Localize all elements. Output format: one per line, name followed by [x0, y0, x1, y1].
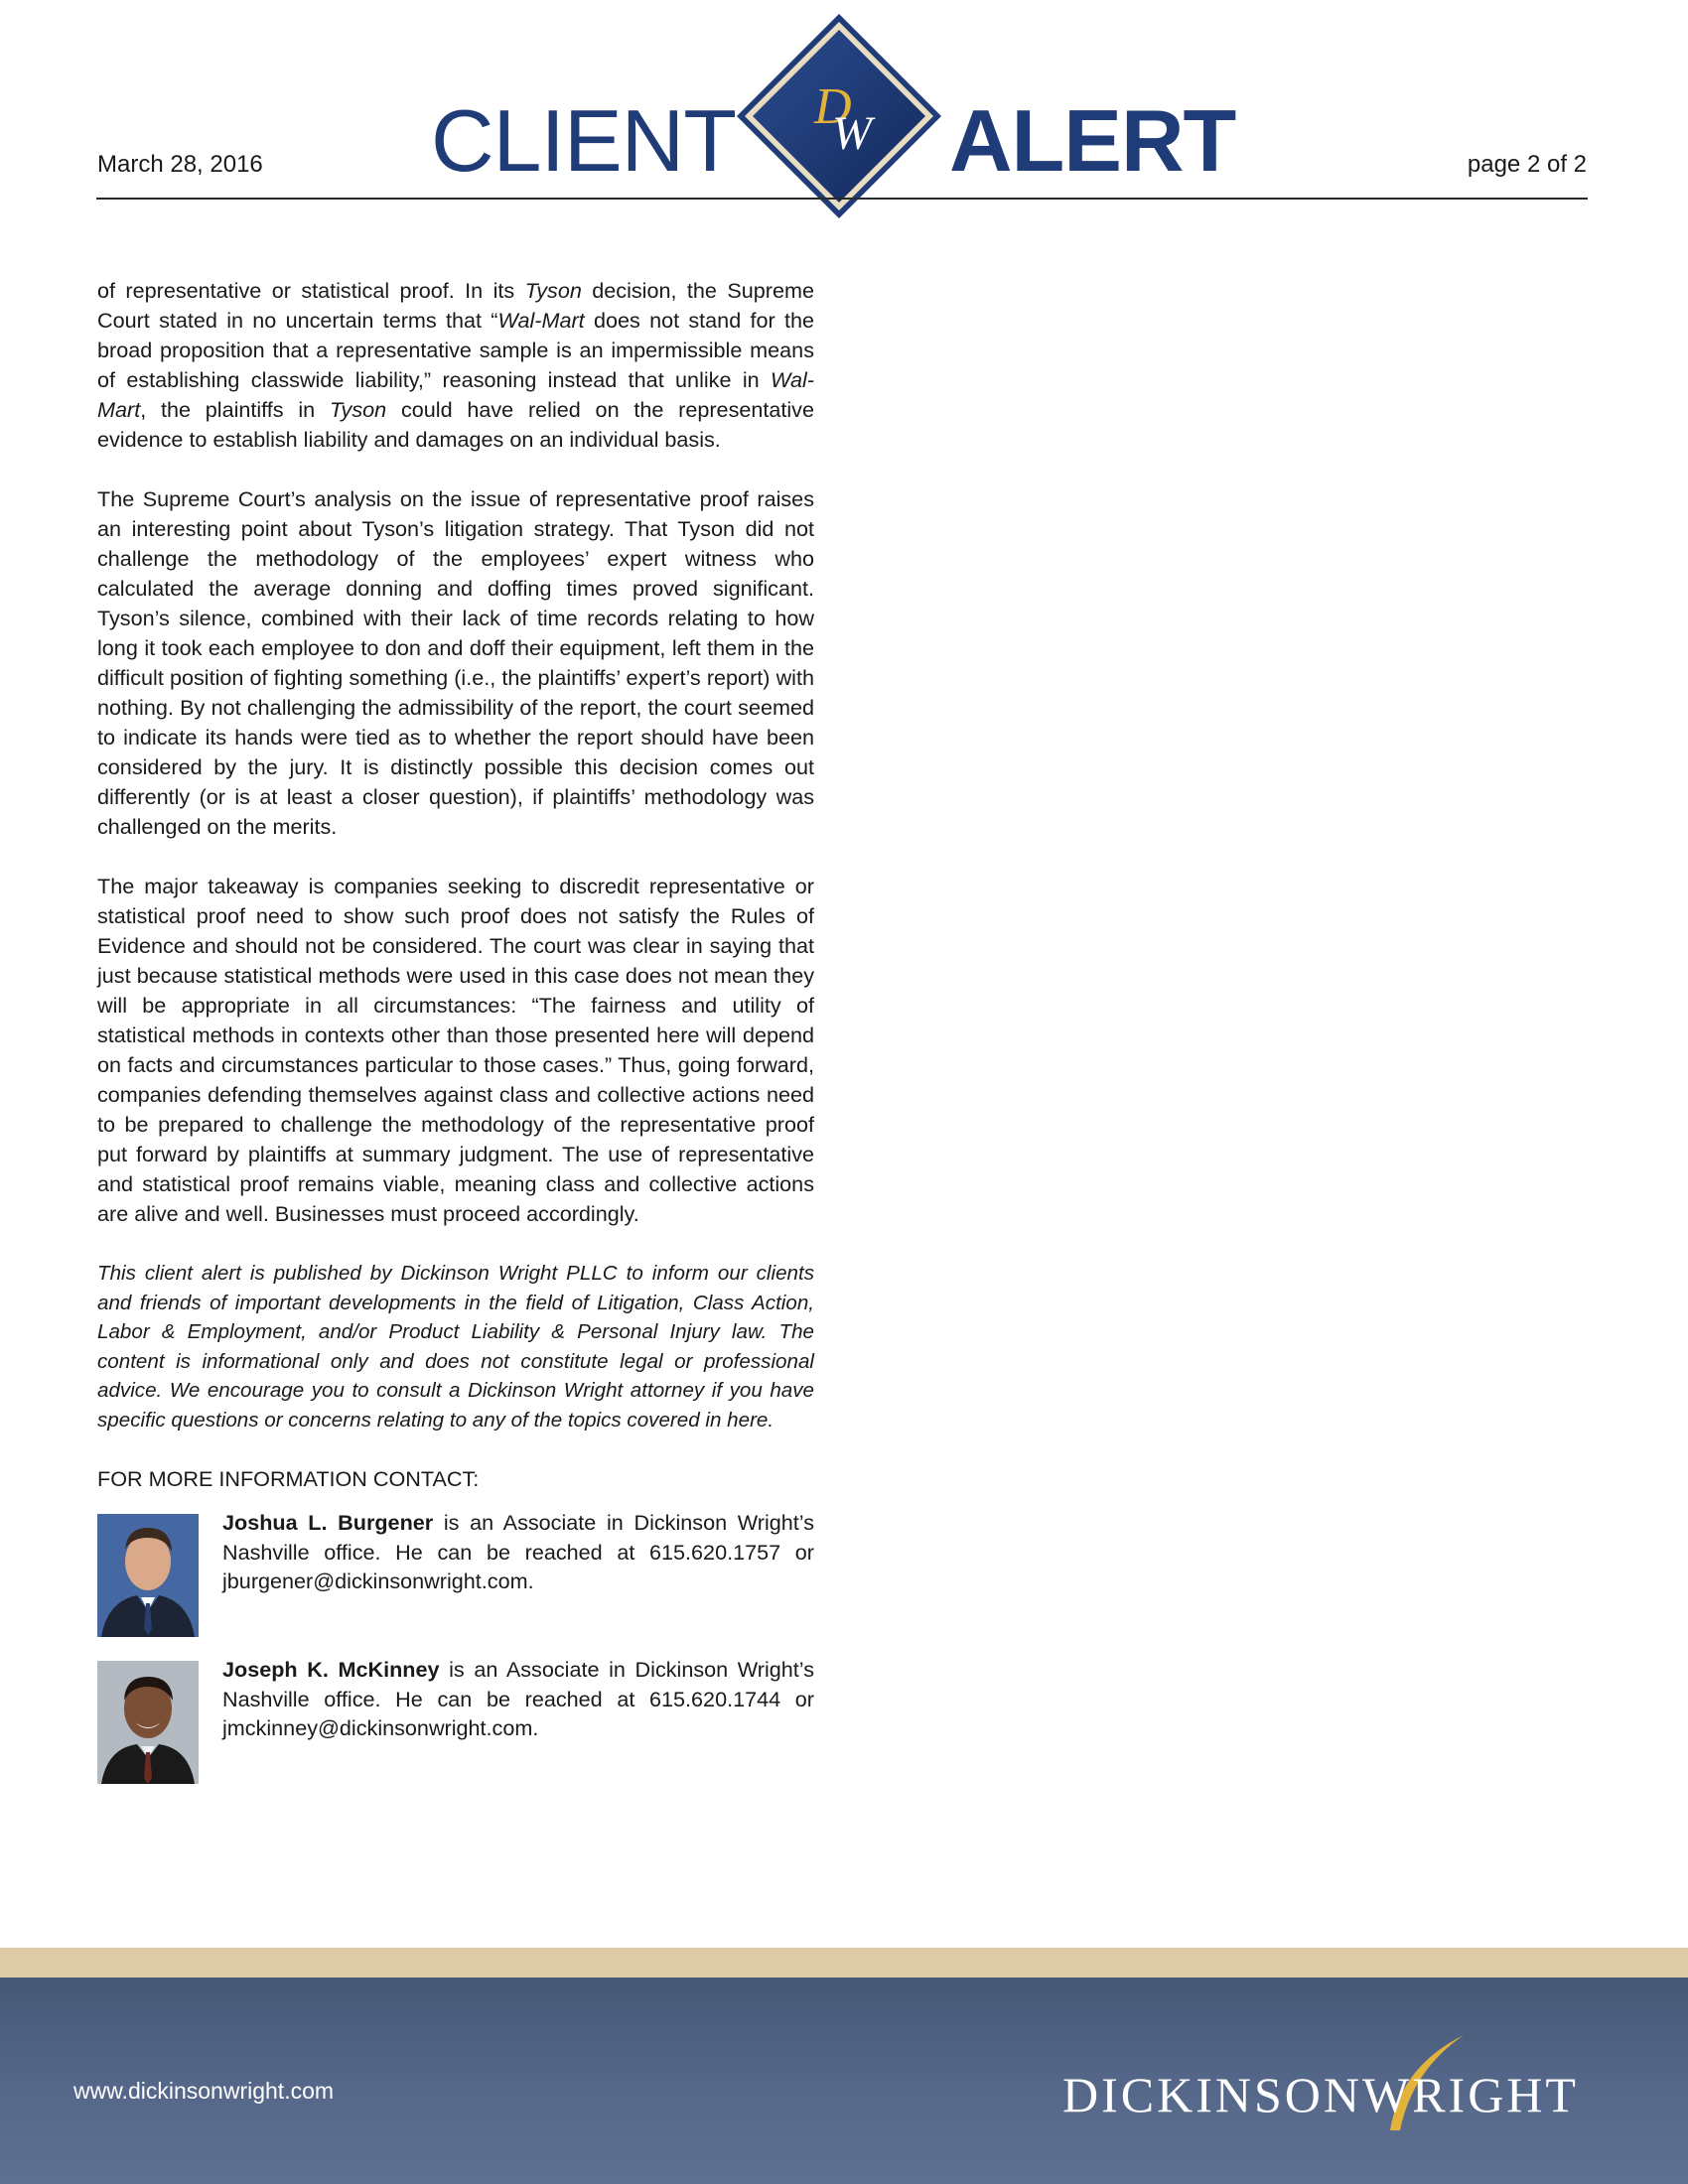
paragraph-litigation-strategy: The Supreme Court’s analysis on the issue of representative proof raises an interesting point about Tyson’s litigation strategy. That Tyson did not challenge the methodology of the employees’ expert witness who calculated the average donning and doffing times proved significant. Tyson’s silence, combined with their lack of time records relating to how long it took each employee to don and doff their equipment, left them in the difficult position of fighting something (i.e., the plaintiffs’ expert’s report) with nothing. By not challenging the admissibility of the report, the court seemed to indicate its hands were tied as to whether the report should have been considered by the jury. It is distinctly possible this decision comes out differently (or is at least a closer question), if plaintiffs’ methodology was challenged on the merits. — [97, 486, 814, 839]
page-header — [0, 0, 1688, 228]
header-divider — [96, 198, 1588, 200]
title-alert: ALERT — [949, 91, 1236, 190]
case-name-walmart: Wal-Mart — [97, 367, 814, 422]
text-run: decision, the Supreme Court stated in no uncertain terms that “ — [97, 278, 814, 333]
title-client: CLIENT — [431, 91, 736, 190]
text-run: of representative or statistical proof. In its — [97, 278, 525, 303]
contact-name: Joseph K. McKinney — [222, 1657, 440, 1682]
contact-heading: FOR MORE INFORMATION CONTACT: — [97, 1466, 480, 1491]
website-link[interactable]: www.dickinsonwright.com — [73, 2078, 335, 2104]
page-indicator: page 2 of 2 — [1467, 151, 1587, 178]
contact-card — [97, 1657, 815, 1786]
dw-diamond-logo-icon — [735, 12, 943, 220]
dickinson-wright-logo — [1062, 2027, 1618, 2136]
contact-card — [97, 1510, 814, 1639]
logo-wordmark: DICKINSONWRIGHT — [1062, 2067, 1579, 2122]
contact-name: Joshua L. Burgener — [222, 1510, 434, 1535]
text-run: , the plaintiffs in — [140, 397, 330, 422]
contact-bio — [222, 1508, 814, 1596]
logo-letter-w: W — [832, 107, 872, 160]
disclaimer: This client alert is published by Dickinson Wright PLLC to inform our clients and friends of important developments in the field of Litigation, Class Action, Labor & Employment, and/or Product Liability & Personal Injury law. The content is informational only and does not constitute legal or professional advice. We encourage you to consult a Dickinson Wright attorney if you have specific questions or concerns relating to any of the topics covered in here. — [97, 1262, 814, 1432]
alert-date: March 28, 2016 — [97, 151, 263, 178]
logo-letter-d: D — [814, 78, 852, 135]
headshot-photo — [97, 1514, 199, 1637]
footer-accent-stripe — [0, 1948, 1688, 1978]
case-name-tyson: Tyson — [524, 278, 582, 303]
case-name-walmart: Wal-Mart — [497, 308, 585, 333]
headshot-photo — [97, 1661, 199, 1784]
paragraph-representative-proof — [97, 276, 814, 455]
text-run: does not stand for the broad proposition that a representative sample is an impermissible means of establishing classwide liability,” reasoning instead that unlike in — [97, 308, 814, 392]
contact-details: is an Associate in Dickinson Wright’s Nashville office. He can be reached at 615.620.1757 or jburgener@dickinsonwright.com. — [222, 1510, 814, 1593]
text-run: could have relied on the representative evidence to establish liability and damages on an individual basis. — [97, 397, 814, 452]
contact-bio — [222, 1655, 814, 1743]
contact-details: is an Associate in Dickinson Wright’s Nashville office. He can be reached at 615.620.1744 or jmckinney@dickinsonwright.com. — [222, 1657, 815, 1740]
article-body — [97, 276, 814, 1808]
paragraph-major-takeaway: The major takeaway is companies seeking to discredit representative or statistical proof need to show such proof does not satisfy the Rules of Evidence and should not be considered. The court was clear in saying that just because statistical methods were used in this case does not mean they will be appropriate in all circumstances: “The fairness and utility of statistical methods in contexts other than those presented here will depend on facts and circumstances particular to those cases.” Thus, going forward, companies defending themselves against class and collective actions need to be prepared to challenge the methodology of the representative proof put forward by plaintiffs at summary judgment. The use of representative and statistical proof remains viable, meaning class and collective actions are alive and well. Businesses must proceed accordingly. — [97, 874, 814, 1226]
case-name-tyson: Tyson — [329, 397, 387, 422]
